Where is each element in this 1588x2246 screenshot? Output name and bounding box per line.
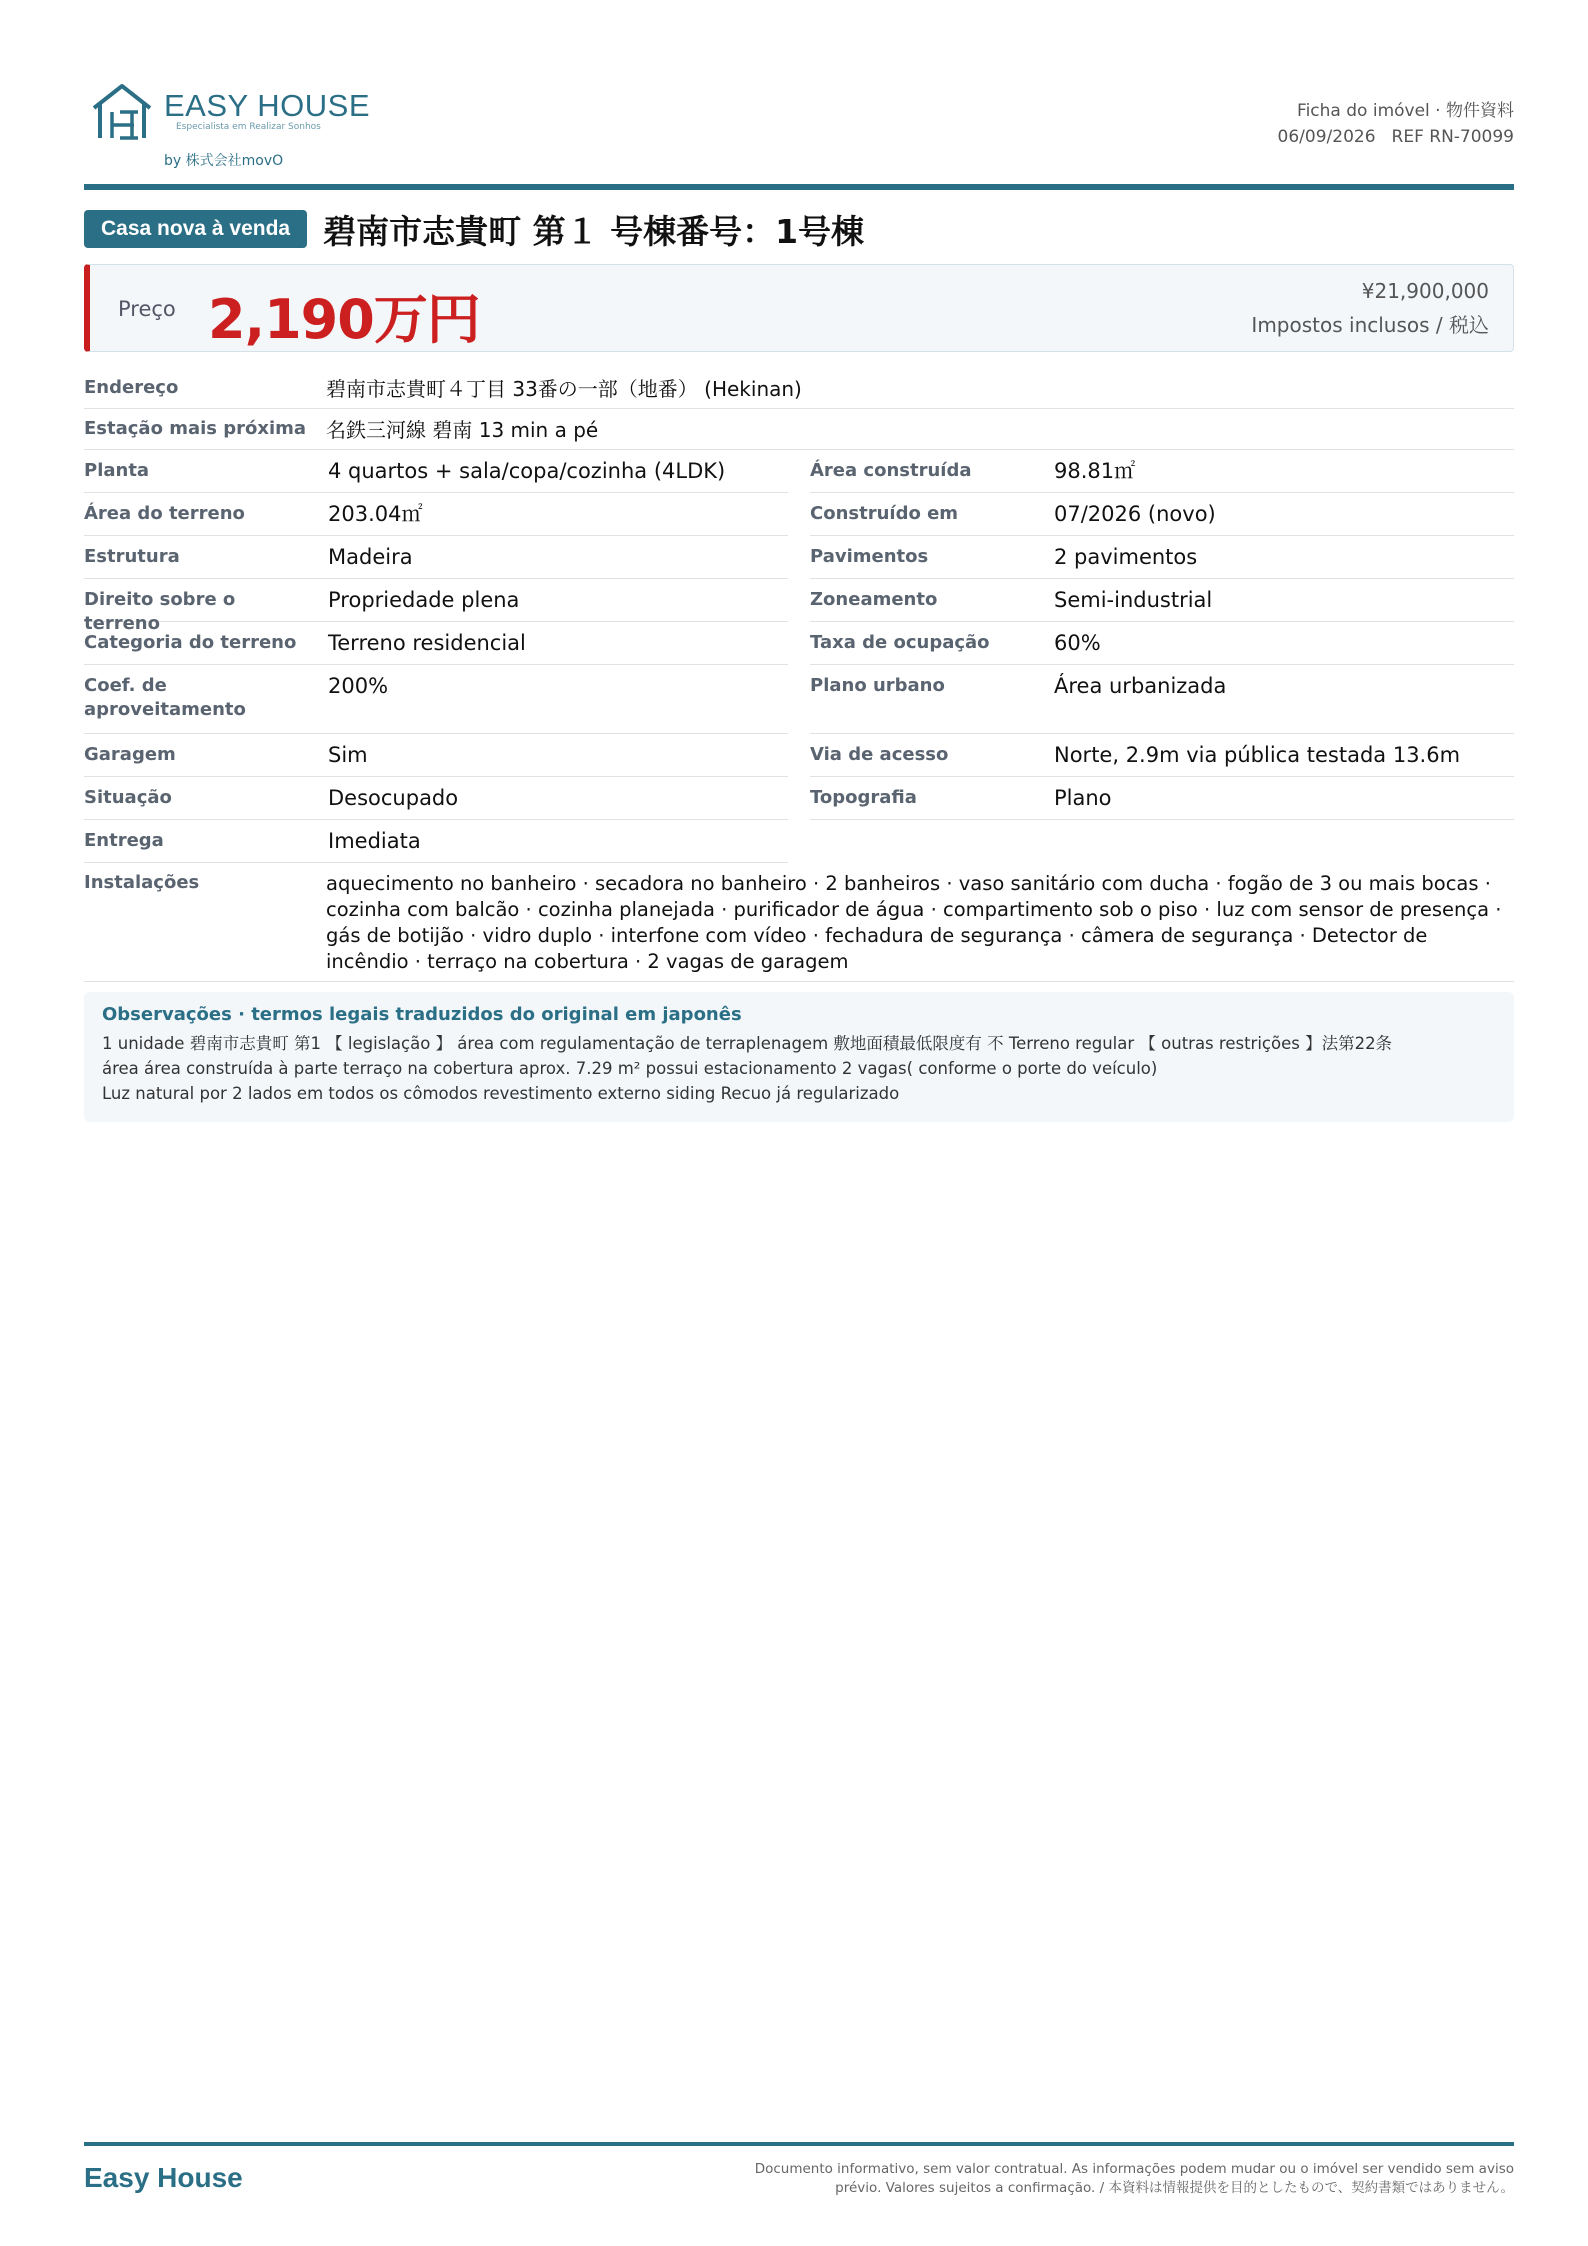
spec-value: Desocupado [328,786,459,810]
spec-value: Norte, 2.9m via pública testada 13.6m [1054,743,1461,767]
spec-cell [810,734,1514,777]
spec-cell-empty [810,820,1514,863]
notes-title: Observações · termos legais traduzidos do original em japonês [102,1004,742,1025]
spec-pair-row [84,777,1514,820]
spec-value: Madeira [328,545,413,569]
spec-label: Estrutura [84,546,180,567]
spec-label: Área construída [810,460,972,481]
footer-disclaimer-line: prévio. Valores sujeitos a confirmação. / 本資料は情報提供を目的としたもので、契約書類ではありません。 [835,2180,1514,2196]
spec-cell [810,622,1514,665]
spec-row-station [84,409,1514,450]
spec-value: 4 quartos + sala/copa/cozinha (4LDK) [328,459,726,483]
spec-value: aquecimento no banheiro · secadora no banheiro · 2 banheiros · vaso sanitário com ducha · fogão de 3 ou mais bocas · cozinha com balcão · cozinha planejada · purificador de água · compartimento sob o piso · luz com sensor de presença · gás de botijão · vidro duplo · interfone com vídeo · fechadura de segurança · câmera de segurança · Detector de incêndio · terraço na cobertura · 2 vagas de garagem [326,872,1502,973]
spec-label: Endereço [84,377,179,398]
document-date: 06/09/2026 [1277,127,1376,147]
spec-cell [84,493,788,536]
document-ref: REF RN-70099 [1391,127,1514,147]
spec-cell [810,777,1514,820]
spec-label: Plano urbano [810,675,945,696]
spec-value: Imediata [328,829,421,853]
spec-row-facilities [84,863,1514,982]
spec-value: 07/2026 (novo) [1054,502,1216,526]
spec-label: Via de acesso [810,744,949,765]
spec-cell [84,820,788,863]
spec-cell [84,622,788,665]
spec-pair-row [84,734,1514,777]
spec-label: Taxa de ocupação [810,632,990,653]
price-yen: ¥21,900,000 [1361,279,1489,303]
listing-badge: Casa nova à venda [84,210,307,248]
spec-cell [84,579,788,634]
footer-divider [84,2142,1514,2146]
spec-label: Pavimentos [810,546,929,567]
spec-table [84,368,1514,982]
spec-value: Área urbanizada [1054,674,1227,698]
footer-disclaimer-line: Documento informativo, sem valor contratual. As informações podem mudar ou o imóvel ser vendido sem aviso [754,2161,1514,2177]
spec-value: Plano [1054,786,1112,810]
brand-tagline: Especialista em Realizar Sonhos [176,122,321,132]
spec-value: Sim [328,743,368,767]
header-divider [84,184,1514,190]
price-value: 2,190万円 [208,288,480,351]
property-sheet [84,0,1514,2196]
spec-cell [810,450,1514,493]
spec-label: Coef. de aproveitamento [84,675,246,720]
spec-cell [84,665,788,734]
notes-line: 1 unidade 碧南市志貴町 第1 【 legislação 】 área com regulamentação de terraplenagem 敷地面積最低限度有 不 Terreno regular 【 outras restrições 】法第22条 [102,1034,1393,1053]
spec-label: Zoneamento [810,589,938,610]
price-tax-note: Impostos inclusos / 税込 [1251,313,1489,337]
spec-value: 203.04㎡ [328,502,423,526]
spec-label: Entrega [84,830,164,851]
notes-line: Luz natural por 2 lados em todos os cômodos revestimento externo siding Recuo já regularizado [102,1084,900,1103]
spec-value: Propriedade plena [328,588,520,612]
spec-cell [810,665,1514,734]
spec-value: Terreno residencial [328,631,526,655]
spec-pair-row [84,579,1514,634]
spec-cell [84,777,788,820]
price-box [84,264,1514,352]
spec-pair-row [84,450,1514,493]
spec-value: 60% [1054,631,1101,655]
document-meta [1278,98,1514,150]
price-label: Preço [118,297,176,321]
notes-box [84,992,1514,1122]
spec-label: Categoria do terreno [84,632,297,653]
spec-label: Área do terreno [84,503,245,524]
notes-line: área área construída à parte terraço na cobertura aprox. 7.29 m² possui estacionamento 2 vagas( conforme o porte do veículo) [102,1059,1158,1078]
spec-label: Estação mais próxima [84,418,307,439]
spec-label: Direito sobre o terreno [84,589,236,634]
spec-label: Construído em [810,503,959,524]
spec-label: Garagem [84,744,176,765]
spec-cell [84,450,788,493]
house-logo-icon [90,82,154,142]
spec-cell [84,536,788,579]
spec-value: 2 pavimentos [1054,545,1198,569]
spec-label: Situação [84,787,172,808]
spec-label: Instalações [84,872,200,893]
spec-value: 名鉄三河線 碧南 13 min a pé [326,418,599,442]
spec-pair-row [84,622,1514,665]
spec-cell [810,493,1514,536]
spec-pair-row [84,665,1514,734]
spec-label: Planta [84,460,150,481]
footer-disclaimer [674,2160,1514,2198]
document-type: Ficha do imóvel · 物件資料 [1297,101,1514,121]
spec-value: 碧南市志貴町４丁目 33番の一部（地番） (Hekinan) [326,377,802,401]
brand-logo [90,82,371,172]
spec-value: 200% [328,674,389,698]
spec-pair-row [84,820,1514,863]
spec-value: 98.81㎡ [1054,459,1136,483]
spec-label: Topografia [810,787,917,808]
brand-by-line: by 株式会社movO [164,153,284,169]
spec-row-address [84,368,1514,409]
spec-cell [810,536,1514,579]
spec-cell [810,579,1514,622]
brand-name: EASY HOUSE [164,88,371,123]
footer-brand: Easy House [84,2162,243,2193]
spec-pair-row [84,536,1514,579]
listing-title: 碧南市志貴町 第１ 号棟番号：1号棟 [323,211,865,251]
title-row [84,207,864,251]
header [84,0,1514,184]
spec-cell [84,734,788,777]
spec-value: Semi-industrial [1054,588,1213,612]
spec-pair-row [84,493,1514,536]
